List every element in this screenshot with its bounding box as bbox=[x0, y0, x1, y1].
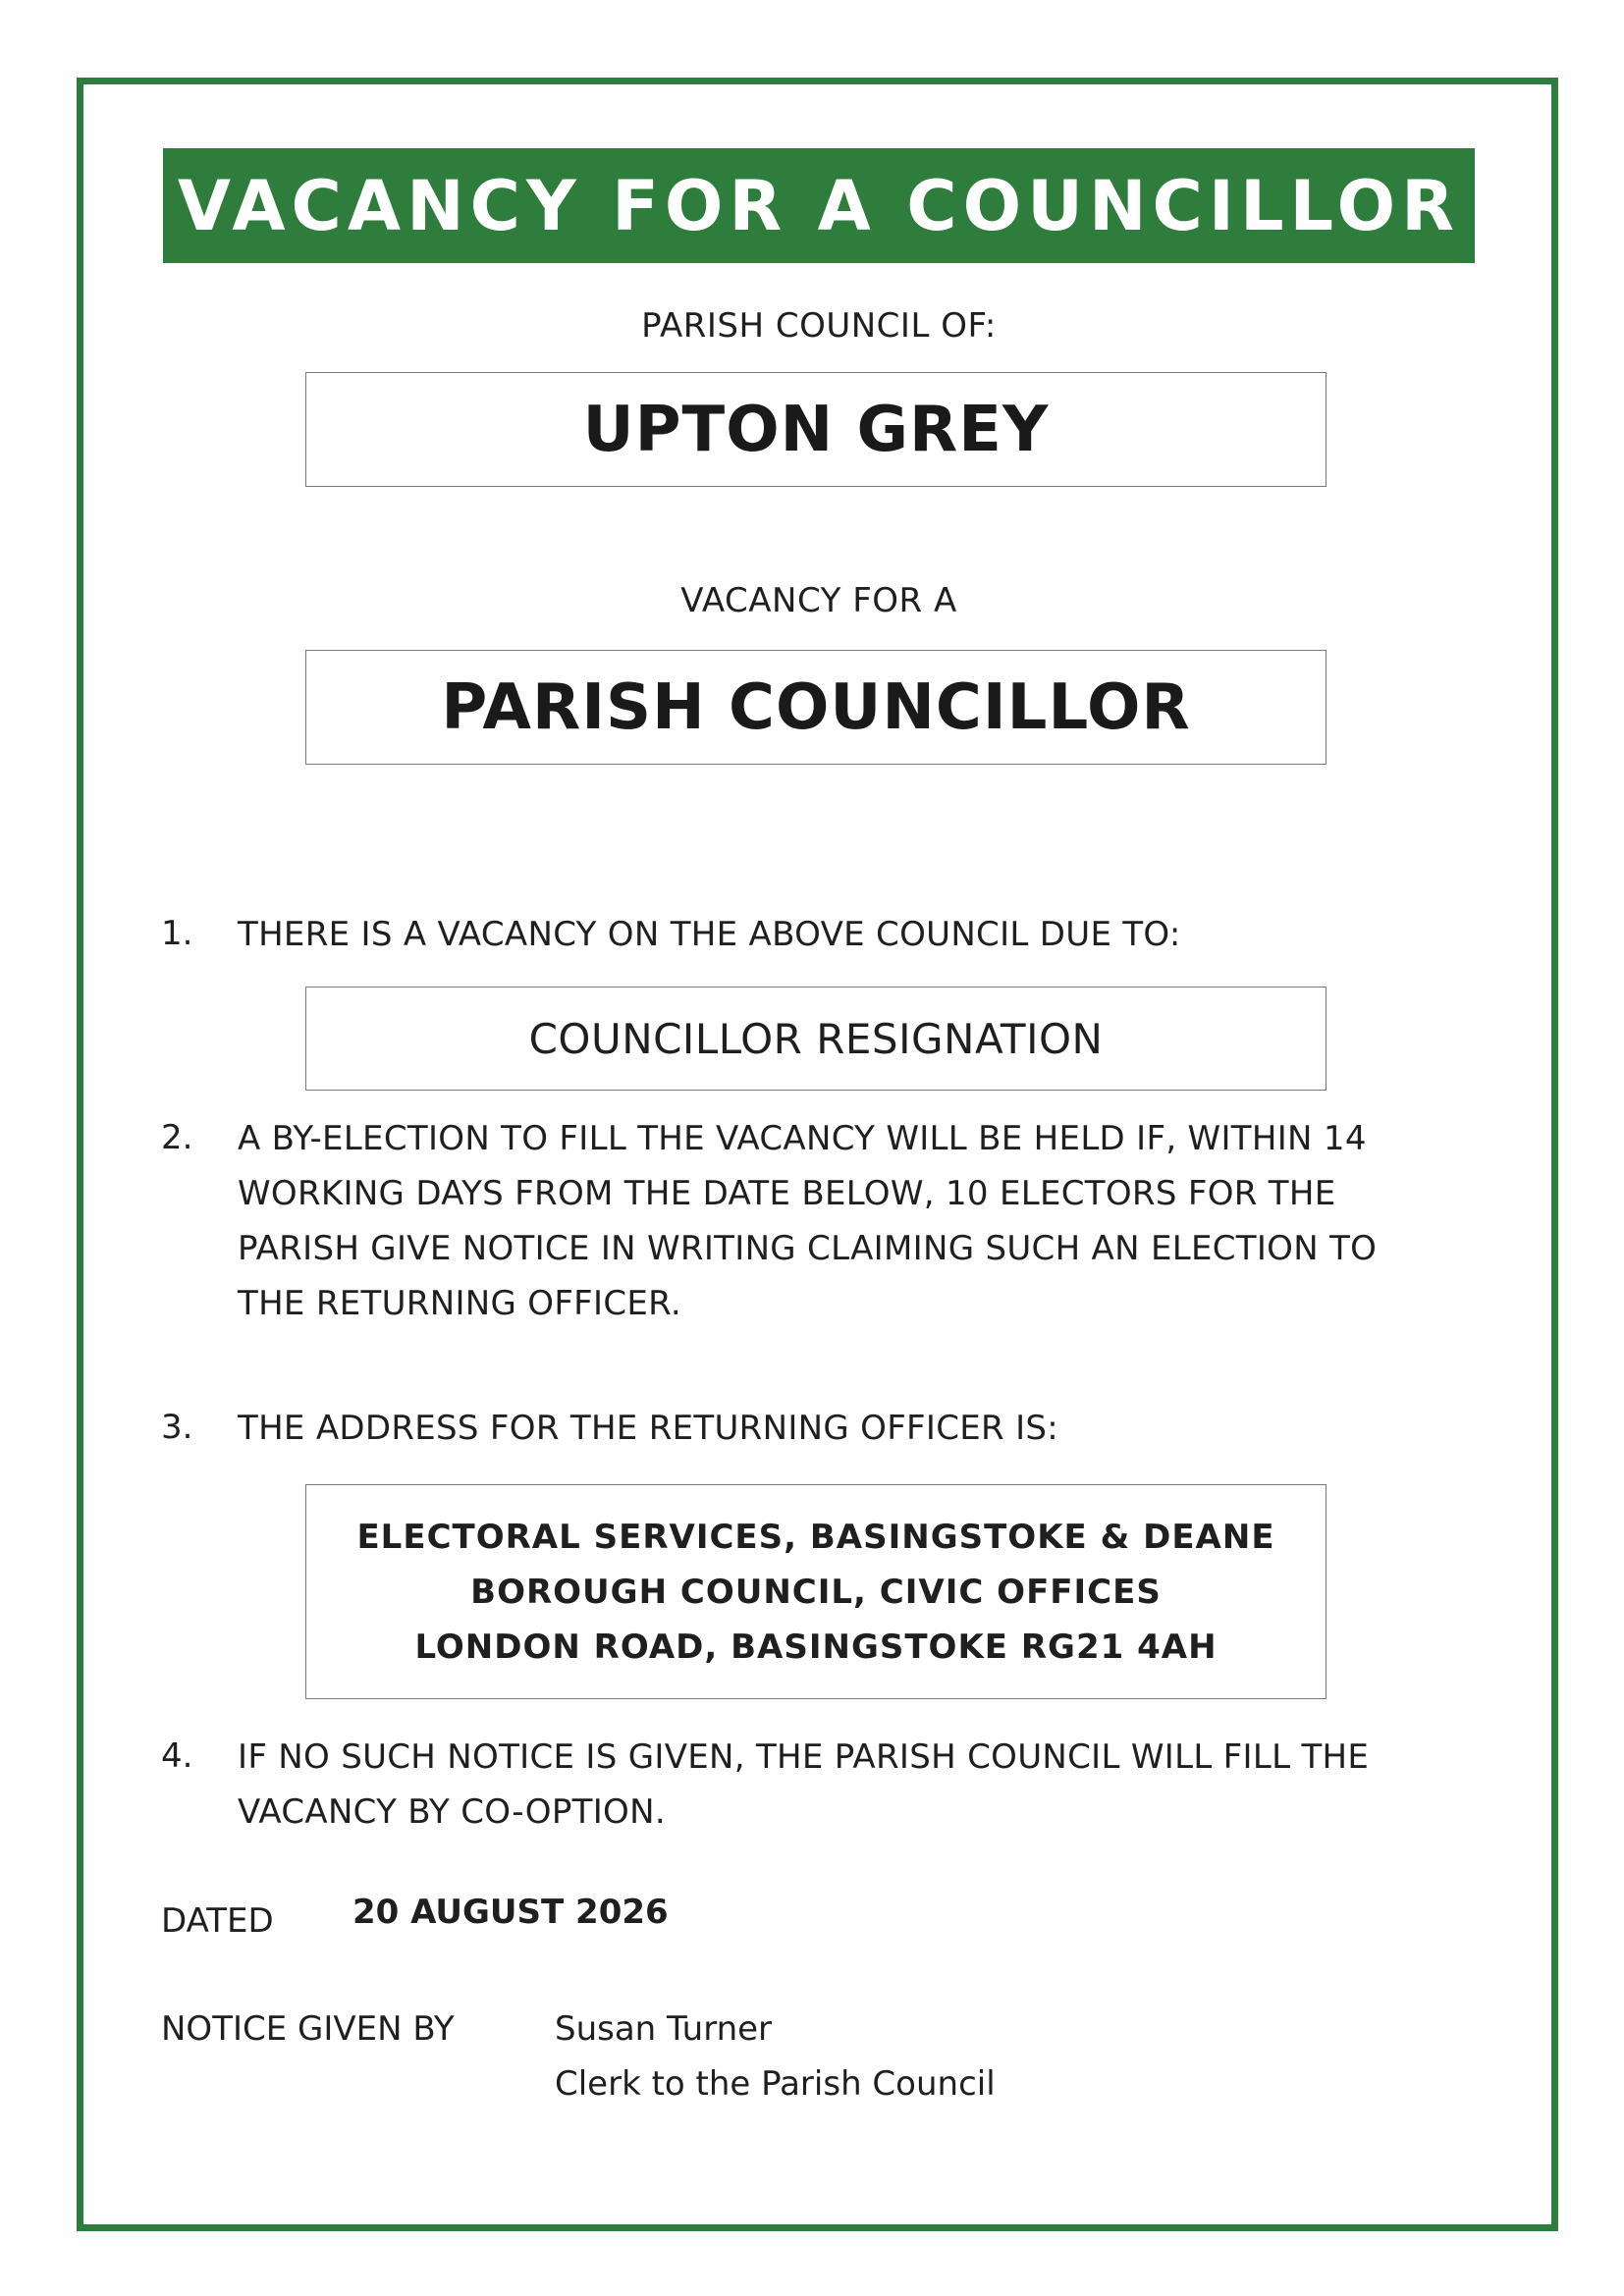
item-1-number: 1. bbox=[161, 914, 193, 953]
parish-council-label: PARISH COUNCIL OF: bbox=[641, 306, 997, 346]
item-2-line: A BY-ELECTION TO FILL THE VACANCY WILL BE HELD IF, WITHIN 14 bbox=[238, 1119, 1367, 1158]
vacancy-reason-box bbox=[305, 987, 1326, 1091]
item-2-line: THE RETURNING OFFICER. bbox=[238, 1284, 682, 1323]
item-2-line: PARISH GIVE NOTICE IN WRITING CLAIMING SUCH AN ELECTION TO bbox=[238, 1229, 1378, 1268]
address-line: BOROUGH COUNCIL, CIVIC OFFICES bbox=[470, 1572, 1162, 1612]
item-4-line: VACANCY BY CO-OPTION. bbox=[238, 1792, 666, 1832]
item-2-text bbox=[238, 1111, 1455, 1331]
item-2-line: WORKING DAYS FROM THE DATE BELOW, 10 ELECTORS FOR THE bbox=[238, 1174, 1336, 1213]
dated-label: DATED bbox=[161, 1901, 274, 1941]
parish-name: UPTON GREY bbox=[582, 393, 1050, 466]
item-1-text: THERE IS A VACANCY ON THE ABOVE COUNCIL DUE TO: bbox=[238, 915, 1181, 954]
dated-value: 20 AUGUST 2026 bbox=[352, 1893, 669, 1932]
returning-officer-address-box bbox=[305, 1484, 1326, 1699]
item-2-number: 2. bbox=[161, 1118, 193, 1157]
item-4-number: 4. bbox=[161, 1736, 193, 1776]
notice-title-banner: VACANCY FOR A COUNCILLOR bbox=[163, 148, 1475, 263]
item-4-line: IF NO SUCH NOTICE IS GIVEN, THE PARISH COUNCIL WILL FILL THE bbox=[238, 1737, 1370, 1777]
notice-given-by-role: Clerk to the Parish Council bbox=[555, 2064, 996, 2104]
vacancy-label: VACANCY FOR A bbox=[680, 581, 957, 620]
address-line: ELECTORAL SERVICES, BASINGSTOKE & DEANE bbox=[356, 1517, 1275, 1557]
vacancy-position-box bbox=[305, 650, 1326, 765]
notice-given-by-name: Susan Turner bbox=[555, 2009, 773, 2049]
item-3-number: 3. bbox=[161, 1408, 193, 1447]
address-line: LONDON ROAD, BASINGSTOKE RG21 4AH bbox=[414, 1627, 1218, 1667]
notice-given-by-label: NOTICE GIVEN BY bbox=[161, 2009, 455, 2049]
item-4-text bbox=[238, 1730, 1455, 1840]
vacancy-reason: COUNCILLOR RESIGNATION bbox=[528, 1014, 1104, 1063]
item-3-text: THE ADDRESS FOR THE RETURNING OFFICER IS: bbox=[238, 1409, 1059, 1448]
parish-name-box bbox=[305, 372, 1326, 487]
vacancy-position: PARISH COUNCILLOR bbox=[441, 670, 1191, 744]
